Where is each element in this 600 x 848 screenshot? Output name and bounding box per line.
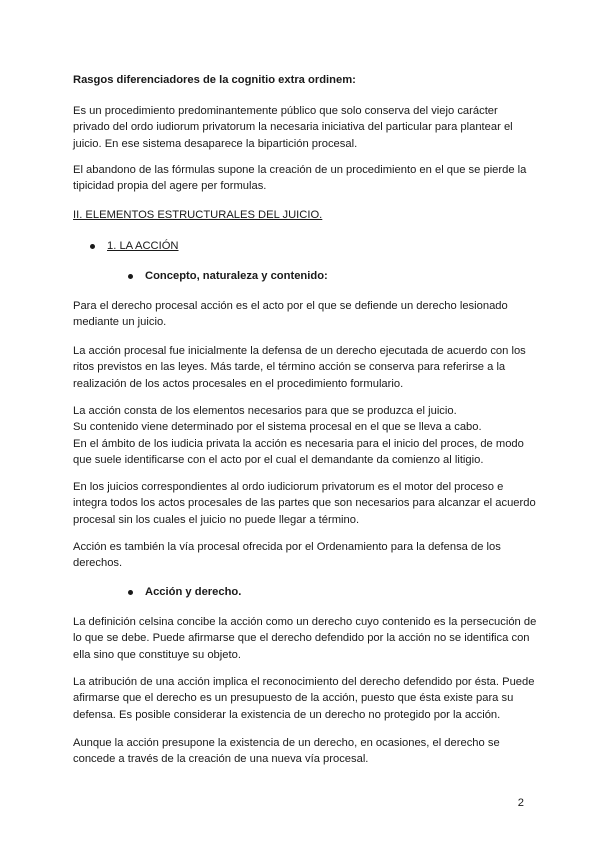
p7-line: derechos. <box>73 557 123 570</box>
page-number: 2 <box>517 797 524 809</box>
p8-line: ella sino que constituye su objeto. <box>73 648 241 661</box>
p4-line: ritos previstos en las leyes. Más tarde, el término acción se conserva para referirse a la <box>73 361 506 374</box>
paragraph-7 <box>73 539 525 572</box>
bullet-accion-label: 1. LA ACCIÓN <box>107 240 179 252</box>
section-title: II. ELEMENTOS ESTRUCTURALES DEL JUICIO. <box>73 209 323 221</box>
p6-line: procesal sin los cuales el juicio no puede llegar a término. <box>73 513 360 526</box>
p10-line: concede a través de la creación de una nueva vía procesal. <box>73 753 369 766</box>
paragraph-4 <box>73 343 525 392</box>
p1-line: Es un procedimiento predominantemente público que solo conserva del viejo carácter <box>73 105 498 117</box>
p5-line: En el ámbito de los iudicia privata la acción es necesaria para el inicio del proces, de modo <box>73 437 524 450</box>
subheading-accion-derecho-label: Acción y derecho. <box>145 586 242 598</box>
paragraph-9 <box>73 674 535 723</box>
subheading-accion-derecho <box>128 584 241 600</box>
paragraph-2 <box>73 162 525 195</box>
bullet-accion <box>90 238 179 254</box>
subheading-concepto <box>128 268 328 284</box>
paragraph-6 <box>73 479 536 528</box>
p5-line: La acción consta de los elementos necesarios para que se produzca el juicio. <box>73 405 457 417</box>
p9-line: La atribución de una acción implica el reconocimiento del derecho defendido por ésta. Puede <box>73 676 535 688</box>
subheading-concepto-label: Concepto, naturaleza y contenido: <box>145 270 328 282</box>
p6-line: En los juicios correspondientes al ordo iudiciorum privatorum es el motor del proceso e <box>73 481 504 493</box>
p3-line: mediante un juicio. <box>73 316 167 329</box>
paragraph-1 <box>73 103 525 152</box>
paragraph-8 <box>73 614 537 663</box>
paragraph-10 <box>73 735 525 768</box>
bullet-dot <box>90 244 95 249</box>
p1-line: juicio. En ese sistema desaparece la bipartición procesal. <box>73 137 358 150</box>
paragraph-5 <box>73 403 525 469</box>
p7-line: Acción es también la vía procesal ofrecida por el Ordenamiento para la defensa de los <box>73 541 501 553</box>
p4-line: La acción procesal fue inicialmente la defensa de un derecho ejecutada de acuerdo con los <box>73 345 526 357</box>
bullet-dot <box>128 590 133 595</box>
p5-line: que suele identificarse con el acto por el cual el demandante da comienzo al litigio. <box>73 454 484 467</box>
p6-line: integra todos los actos procesales de las partes que son necesarios para alcanzar el acuerdo <box>73 497 536 510</box>
p4-line: realización de los actos procesales en el procedimiento formulario. <box>73 377 404 390</box>
p3-line: Para el derecho procesal acción es el acto por el que se defiende un derecho lesionado <box>73 300 508 312</box>
p5-line: Su contenido viene determinado por el sistema procesal en el que se lleva a cabo. <box>73 421 482 434</box>
p2-line: tipicidad propia del agere per formulas. <box>73 180 267 193</box>
p10-line: Aunque la acción presupone la existencia de un derecho, en ocasiones, el derecho se <box>73 737 500 749</box>
paragraph-3 <box>73 298 525 331</box>
p9-line: defensa. Es posible considerar la existencia de un derecho no protegido por la acción. <box>73 708 501 721</box>
p8-line: lo que se debe. Puede afirmarse que el derecho defendido por la acción no se identifica con <box>73 632 530 645</box>
bullet-dot <box>128 274 133 279</box>
p8-line: La definición celsina concibe la acción como un derecho cuyo contenido es la persecución de <box>73 616 537 628</box>
p9-line: afirmarse que el derecho es un presupuesto de la acción, puesto que ésta existe para su <box>73 692 514 705</box>
heading-cognitio: Rasgos diferenciadores de la cognitio extra ordinem: <box>73 74 356 86</box>
p2-line: El abandono de las fórmulas supone la creación de un procedimiento en el que se pierde la <box>73 164 527 176</box>
p1-line: privado del ordo iudiorum privatorum la necesaria iniciativa del particular para plantear el <box>73 121 513 134</box>
